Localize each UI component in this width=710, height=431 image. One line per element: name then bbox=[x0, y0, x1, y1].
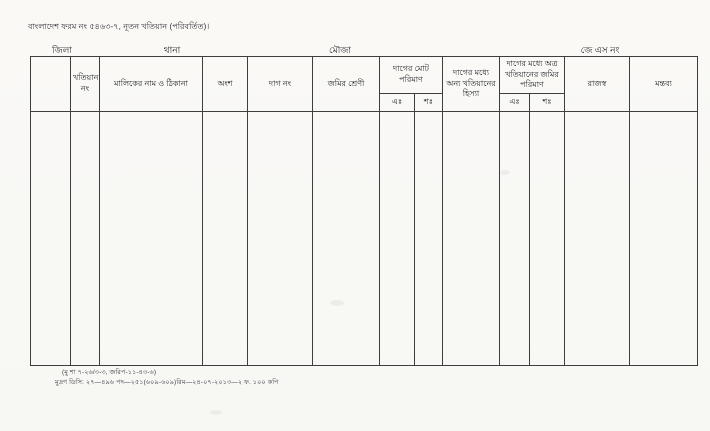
body-cell-owner bbox=[100, 112, 203, 366]
header-khatian-no: খতিয়ান নং bbox=[71, 57, 100, 112]
header-revenue: রাজস্ব bbox=[565, 57, 630, 112]
scan-smudge bbox=[210, 410, 222, 415]
body-cell-dag-no bbox=[248, 112, 313, 366]
header-dag-no: দাগ নং bbox=[248, 57, 313, 112]
thana-label: থানা bbox=[163, 45, 181, 55]
body-cell-serial bbox=[31, 112, 71, 366]
header-dag-total-area: দাগের মোট পরিমাণ bbox=[380, 57, 443, 94]
header-share: অংশ bbox=[203, 57, 248, 112]
header-remarks: মন্তব্য bbox=[630, 57, 698, 112]
body-cell-this-decimal bbox=[530, 112, 565, 366]
footnote-print-info: মুদ্রণ ডিসি: ২৭—৪৯৬ পদ—২৫১(৬০৯-৬০৯)রিম—২৪-০৭-২০১৩—২ ফ. ১০০ কপি bbox=[55, 379, 279, 386]
header-serial bbox=[31, 57, 71, 112]
mouza-label: মৌজা bbox=[329, 45, 351, 55]
body-cell-total-acre bbox=[380, 112, 415, 366]
body-cell-land-class bbox=[313, 112, 380, 366]
header-other-khatian-share: দাগের মধ্যে অন্য খতিয়ানের হিস্যা bbox=[443, 57, 500, 112]
body-cell-revenue bbox=[565, 112, 630, 366]
header-land-class: জমির শ্রেণী bbox=[313, 57, 380, 112]
khatian-record-table bbox=[30, 56, 698, 366]
body-cell-total-decimal bbox=[415, 112, 443, 366]
body-cell-share bbox=[203, 112, 248, 366]
district-label: জিলা bbox=[52, 45, 72, 55]
header-owner-name-address: মালিকের নাম ও ঠিকানা bbox=[100, 57, 203, 112]
scan-smudge bbox=[500, 170, 510, 175]
subheader-this-acre: এঃ bbox=[500, 94, 530, 112]
body-cell-other-share bbox=[443, 112, 500, 366]
form-number-line: বাংলাদেশ ফরম নং ৫৪৬৩-৭, নূতন খতিয়ান (পরিবর্তিত)। bbox=[28, 22, 210, 31]
js-number-label: জে এস নং bbox=[580, 45, 620, 55]
subheader-this-decimal: শঃ bbox=[530, 94, 565, 112]
table-empty-body-row bbox=[31, 112, 698, 366]
body-cell-remarks bbox=[630, 112, 698, 366]
body-cell-khatian-no bbox=[71, 112, 100, 366]
body-cell-this-acre bbox=[500, 112, 530, 366]
table-header-row bbox=[31, 57, 698, 94]
header-this-khatian-area: দাগের মধ্যে অত্র খতিয়ানের জমির পরিমাণ bbox=[500, 57, 565, 94]
subheader-total-decimal: শঃ bbox=[415, 94, 443, 112]
subheader-total-acre: এঃ bbox=[380, 94, 415, 112]
scan-smudge bbox=[330, 300, 344, 306]
footnote-reference: (মু শা ৭-২৬/৩-৩, জরিপ-১১-৪৩-৬) bbox=[62, 369, 157, 376]
